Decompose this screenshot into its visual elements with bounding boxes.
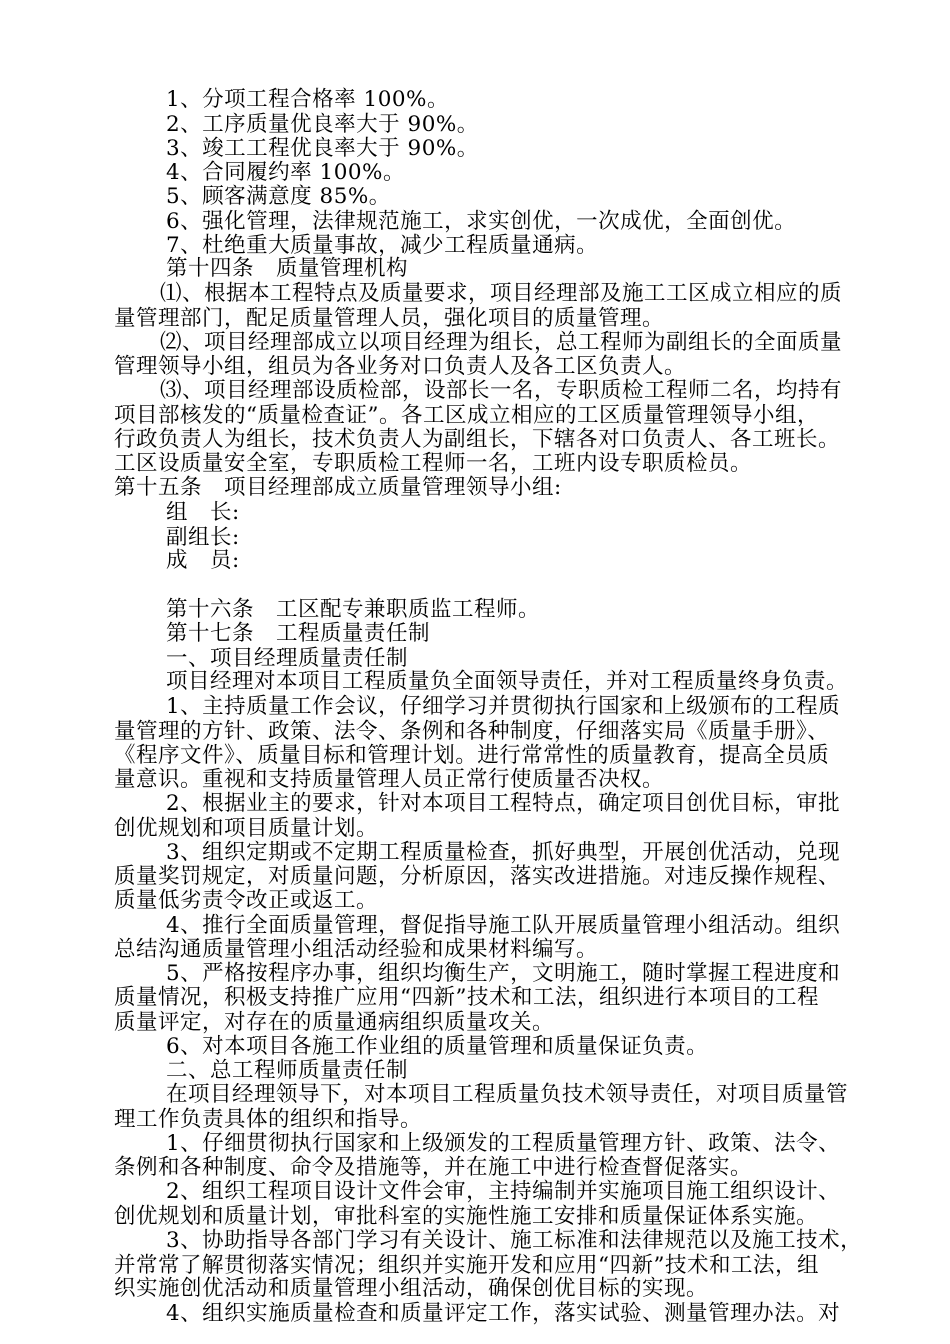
text-line: 6、强化管理，法律规范施工，求实创优，一次成优，全面创优。 [166,208,797,234]
text-line: 量意识。重视和支持质量管理人员正常行使质量否决权。 [114,767,665,793]
text-line: 在项目经理领导下，对本项目工程质量负技术领导责任，对项目质量管 [166,1082,849,1108]
subsection-heading: 二、总工程师质量责任制 [166,1058,409,1084]
text-line: 2、工序质量优良率大于 90%。 [166,111,479,137]
text-line: ⑶、项目经理部设质检部，设部长一名，专职质检工程师二名，均持有 [160,378,843,404]
text-line: 3、竣工工程优良率大于 90%。 [166,135,479,161]
text-line: 质量低劣责令改正或返工。 [114,888,379,914]
text-line: 质量奖罚规定，对质量问题，分析原因，落实改进措施。对违反操作规程、 [114,864,841,890]
text-line: 4、组织实施质量检查和质量评定工作，落实试验、测量管理办法。对 [166,1301,841,1326]
text-line: 《程序文件》、质量目标和管理计划。进行常常性的质量教育，提高全员质 [114,742,830,768]
text-line: 工区设质量安全室，专职质检工程师一名，工班内设专职质检员。 [114,451,753,477]
text-line: 4、推行全面质量管理，督促指导施工队开展质量管理小组活动。组织 [166,912,841,938]
section-heading: 第十四条 质量管理机构 [166,256,409,282]
text-line: 理工作负责具体的组织和指导。 [114,1106,423,1132]
subsection-heading: 一、项目经理质量责任制 [166,645,409,671]
text-line: 总结沟通质量管理小组活动经验和成果材料编写。 [114,936,599,962]
text-line: 并常常了解贯彻落实情况；组织并实施开发和应用“四新”技术和工法，组 [114,1252,819,1278]
text-line: 1、主持质量工作会议，仔细学习并贯彻执行国家和上级颁布的工程质 [166,694,841,719]
text-line: 2、根据业主的要求，针对本项目工程特点，确定项目创优目标，审批 [166,791,841,816]
text-line: ⑴、根据本工程特点及质量要求，项目经理部及施工工区成立相应的质 [160,281,843,307]
text-line: 条例和各种制度、命令及措施等，并在施工中进行检查督促落实。 [114,1155,753,1181]
text-line: 7、杜绝重大质量事故，减少工程质量通病。 [166,232,599,258]
text-line: 1、分项工程合格率 100%。 [166,87,449,112]
text-line: 4、合同履约率 100%。 [166,160,405,186]
text-line: 织实施创优活动和质量管理小组活动，确保创优目标的实现。 [114,1276,709,1302]
form-label: 组 长: [166,499,240,525]
text-line: 行政负责人为组长，技术负责人为副组长，下辖各对口负责人、各工班长。 [114,426,841,452]
text-line: 创优规划和项目质量计划。 [114,815,379,841]
form-label: 副组长: [166,524,240,550]
text-line: 3、协助指导各部门学习有关设计、施工标准和法律规范以及施工技术， [166,1227,863,1253]
text-line: 项目经理对本项目工程质量负全面领导责任，并对工程质量终身负责。 [166,669,849,695]
text-line: 2、组织工程项目设计文件会审，主持编制并实施项目施工组织设计、 [166,1179,841,1205]
text-line: ⑵、项目经理部成立以项目经理为组长，总工程师为副组长的全面质量 [160,329,843,355]
text-line: 质量情况，积极支持推广应用“四新”技术和工法，组织进行本项目的工程 [114,985,819,1011]
text-line: 6、对本项目各施工作业组的质量管理和质量保证负责。 [166,1033,709,1059]
form-label: 成 员: [166,548,240,574]
text-line: 质量评定，对存在的质量通病组织质量攻关。 [114,1009,555,1035]
text-line: 量管理的方针、政策、法令、条例和各种制度，仔细落实局《质量手册》、 [114,718,830,744]
section-heading: 第十六条 工区配专兼职质监工程师。 [166,597,541,622]
section-heading: 第十七条 工程质量责任制 [166,620,431,646]
text-line: 项目部核发的“质量检查证”。各工区成立相应的工区质量管理领导小组， [114,402,819,428]
text-line: 5、顾客满意度 85%。 [166,184,391,209]
text-line: 5、严格按程序办事，组织均衡生产，文明施工，随时掌握工程进度和 [166,961,841,987]
text-line: 量管理部门，配足质量管理人员，强化项目的质量管理。 [114,305,665,331]
text-line: 1、仔细贯彻执行国家和上级颁发的工程质量管理方针、政策、法令、 [166,1130,841,1156]
text-line: 3、组织定期或不定期工程质量检查，抓好典型，开展创优活动，兑现 [166,839,841,865]
text-line: 创优规划和质量计划，审批科室的实施性施工安排和质量保证体系实施。 [114,1204,819,1229]
section-heading: 第十五条 项目经理部成立质量管理领导小组: [114,475,562,501]
text-line: 管理领导小组，组员为各业务对口负责人及各工区负责人。 [114,354,687,380]
